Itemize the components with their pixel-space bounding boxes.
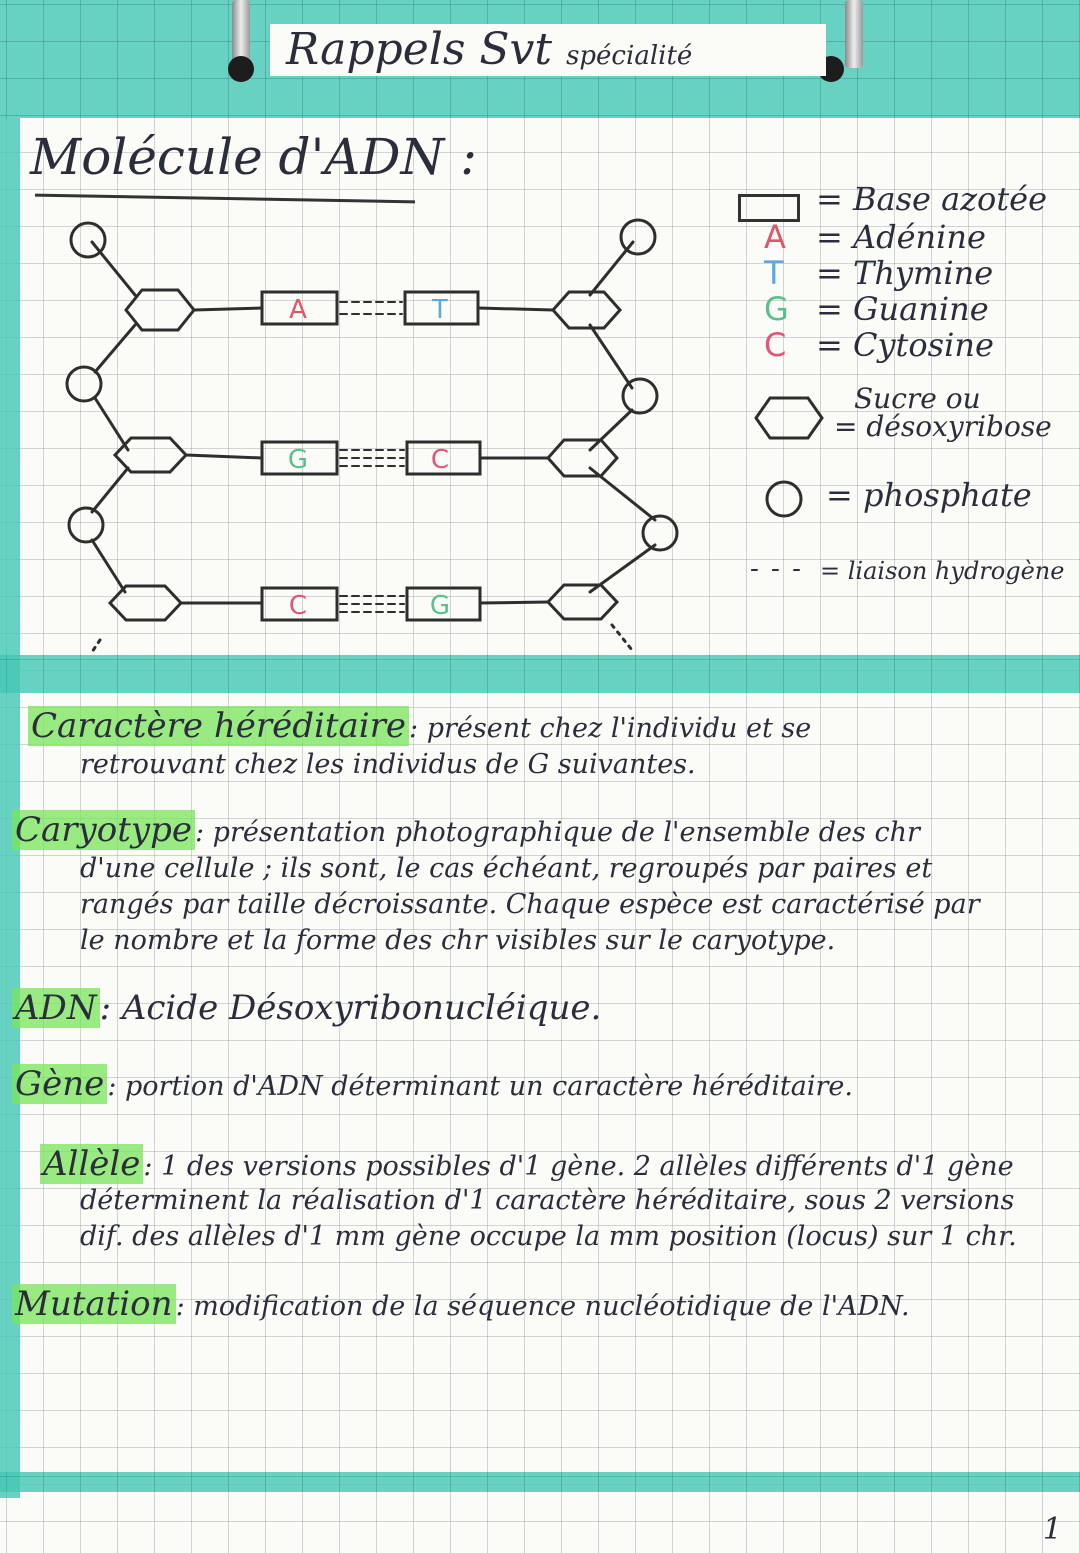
- legend-letter-T: T: [764, 254, 784, 292]
- sugar-hexagon: [115, 438, 186, 472]
- sugar-hexagon: [548, 440, 617, 476]
- base-letter-G: G: [287, 445, 309, 475]
- sugar-hexagon-symbol: [752, 394, 826, 442]
- phosphate-circle: [623, 379, 657, 413]
- phosphate-circle: [643, 516, 677, 550]
- base-letter-T: T: [432, 295, 448, 325]
- dna-diagram: [0, 200, 720, 660]
- def-allele-line2: déterminent la réalisation d'1 caractère héréditaire, sous 2 versions: [80, 1185, 1015, 1216]
- legend-guanine: = Guanine: [816, 290, 989, 328]
- def-adn: [12, 990, 601, 1029]
- term-adn: ADN: [12, 988, 100, 1028]
- def-gene-line1: : portion d'ADN déterminant un caractère héréditaire.: [107, 1071, 853, 1102]
- def-caractere-line1: : présent chez l'individu et se: [409, 713, 812, 744]
- term-gene: Gène: [12, 1064, 107, 1104]
- phosphate-circle-symbol: [762, 477, 806, 521]
- legend-sugar-line2: = désoxyribose: [834, 410, 1052, 443]
- phosphate-circle: [621, 220, 655, 254]
- def-gene: [12, 1066, 853, 1105]
- base-letter-C: C: [430, 445, 450, 475]
- def-allele: [40, 1146, 1014, 1185]
- phosphate-circle: [71, 223, 105, 257]
- legend-hbond: = liaison hydrogène: [820, 557, 1065, 585]
- sugar-hexagon: [126, 290, 194, 330]
- legend-base: = Base azotée: [816, 180, 1048, 218]
- legend-letter-G: G: [764, 290, 789, 328]
- phosphate-circle: [69, 508, 103, 542]
- term-allele: Allèle: [40, 1144, 143, 1184]
- def-mutation-line1: : modification de la séquence nucléotidique de l'ADN.: [175, 1291, 910, 1322]
- phosphate-circles: [67, 220, 677, 550]
- def-caryotype-line3: rangés par taille décroissante. Chaque espèce est caractérisé par: [80, 889, 980, 920]
- legend-adenine: = Adénine: [816, 218, 986, 256]
- term-caractere: Caractère héréditaire: [28, 706, 409, 746]
- sugar-hexagon: [553, 292, 620, 328]
- section-heading: Molécule d'ADN :: [30, 128, 477, 186]
- legend-letter-C: C: [764, 326, 787, 364]
- base-letter-A: A: [289, 295, 307, 325]
- bottom-teal-band: [0, 1472, 1080, 1492]
- term-mutation: Mutation: [12, 1284, 176, 1324]
- phosphate-circle: [67, 367, 101, 401]
- page-number: 1: [1042, 1512, 1062, 1547]
- sugar-base-links: [181, 308, 553, 603]
- legend-letter-A: A: [764, 218, 786, 256]
- def-mutation: [12, 1286, 910, 1325]
- term-caryotype: Caryotype: [12, 810, 195, 850]
- def-caryotype-line4: le nombre et la forme des chr visibles sur le caryotype.: [80, 925, 836, 956]
- def-caractere-line2: retrouvant chez les individus de G suivantes.: [80, 749, 696, 780]
- legend-phosphate: = phosphate: [826, 476, 1032, 514]
- sugar-hexagon: [548, 585, 617, 619]
- def-adn-line1: : Acide Désoxyribonucléique.: [99, 988, 602, 1028]
- title-sub: spécialité: [566, 41, 693, 71]
- legend-cytosine: = Cytosine: [816, 326, 994, 364]
- def-caryotype: [12, 812, 920, 851]
- binder-ring-right: [845, 0, 863, 68]
- def-caryotype-line1: : présentation photographique de l'ensemble des chr: [194, 817, 920, 848]
- def-caryotype-line2: d'une cellule ; ils sont, le cas échéant, regroupés par paires et: [80, 853, 933, 884]
- def-caractere: [28, 708, 811, 747]
- sugar-hexagon: [110, 586, 181, 620]
- hbond-dash-symbol: - - -: [750, 554, 803, 584]
- hydrogen-bonds: [340, 302, 404, 612]
- punch-hole-left: [228, 56, 254, 82]
- title-main: Rappels Svt: [286, 24, 553, 75]
- legend-sugar-line1: Sucre ou: [854, 382, 981, 415]
- middle-teal-band: [0, 655, 1080, 693]
- page-title: [270, 24, 826, 76]
- def-allele-line3: dif. des allèles d'1 mm gène occupe la mm position (locus) sur 1 chr.: [80, 1221, 1017, 1252]
- def-allele-line1: : 1 des versions possibles d'1 gène. 2 allèles différents d'1 gène: [143, 1151, 1014, 1182]
- base-letter-C: C: [288, 591, 308, 621]
- base-letter-G: G: [429, 591, 451, 621]
- legend-thymine: = Thymine: [816, 254, 994, 292]
